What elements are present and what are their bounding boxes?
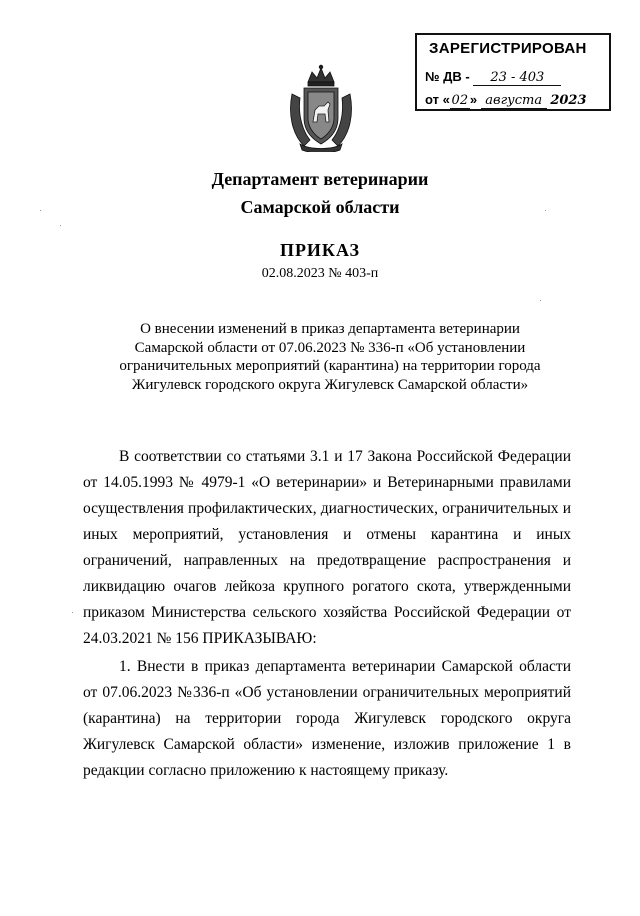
coat-of-arms-emblem: [288, 64, 354, 152]
department-name-line1: Департамент ветеринарии: [211, 169, 429, 189]
paragraph-line: редакции согласно приложению к настоящему приказу.: [83, 762, 449, 779]
stamp-date-mid: »: [469, 92, 478, 107]
stamp-date-prefix: от «: [425, 92, 450, 107]
scan-speck: [40, 210, 41, 211]
registration-stamp: [415, 33, 611, 111]
paragraph-line: В соответствии со статьями 3.1 и 17 Закона Российской Федерации: [119, 448, 571, 465]
scan-speck: [60, 225, 61, 226]
stamp-date-year: 2023: [550, 93, 587, 108]
paragraph-line: приказом Министерства сельского хозяйства Российской Федерации от: [83, 604, 571, 621]
order-date-number: 02.08.2023 № 403-п: [261, 266, 379, 281]
paragraph-line: от 14.05.1993 № 4979-1 «О ветеринарии» и Ветеринарными правилами: [83, 474, 571, 491]
paragraph-line: иных мероприятий, установления и отмены карантина и иных: [83, 526, 571, 543]
stamp-date-month: августа: [481, 93, 547, 109]
paragraph-line: ограничений, направленных на предотвращение распространения и: [83, 552, 571, 569]
order-title: ПРИКАЗ: [279, 240, 361, 260]
paragraph-line: 24.03.2021 № 156 ПРИКАЗЫВАЮ:: [83, 630, 317, 647]
stamp-date-day: 02: [451, 93, 469, 108]
paragraph-line: осуществления профилактических, диагностических, ограничительных и: [83, 500, 571, 517]
stamp-date-line: [425, 92, 587, 109]
scan-speck: [545, 210, 546, 211]
subject-line: Жигулевск городского округа Жигулевск Самарской области»: [131, 376, 529, 393]
order-item-1-paragraph: [83, 654, 571, 784]
stamp-number-value: 23 - 403: [473, 70, 561, 86]
stamp-number-label: № ДВ -: [425, 69, 470, 84]
paragraph-line: ликвидацию очагов лейкоза крупного рогатого скота, утвержденными: [83, 578, 571, 595]
preamble-paragraph: [83, 444, 571, 652]
paragraph-line: 1. Внести в приказ департамента ветеринарии Самарской области: [119, 658, 571, 675]
scan-speck: [72, 612, 73, 613]
department-name-line2: Самарской области: [240, 197, 400, 217]
paragraph-line: (карантина) на территории города Жигулевск городского округа: [83, 710, 571, 727]
scan-speck: [540, 300, 541, 301]
stamp-title: ЗАРЕГИСТРИРОВАН: [429, 40, 587, 57]
subject-line: О внесении изменений в приказ департамента ветеринарии: [140, 321, 520, 337]
stamp-number-line: [425, 69, 561, 86]
subject-line: Самарской области от 07.06.2023 № 336-п «Об установлении: [134, 339, 526, 356]
order-subject: [100, 320, 560, 394]
paragraph-line: от 07.06.2023 №336-п «Об установлении ограничительных мероприятий: [83, 684, 571, 701]
subject-line: ограничительных мероприятий (карантина) на территории города: [119, 358, 541, 374]
paragraph-line: Жигулевск Самарской области» изменение, изложив приложение 1 в: [83, 736, 571, 753]
